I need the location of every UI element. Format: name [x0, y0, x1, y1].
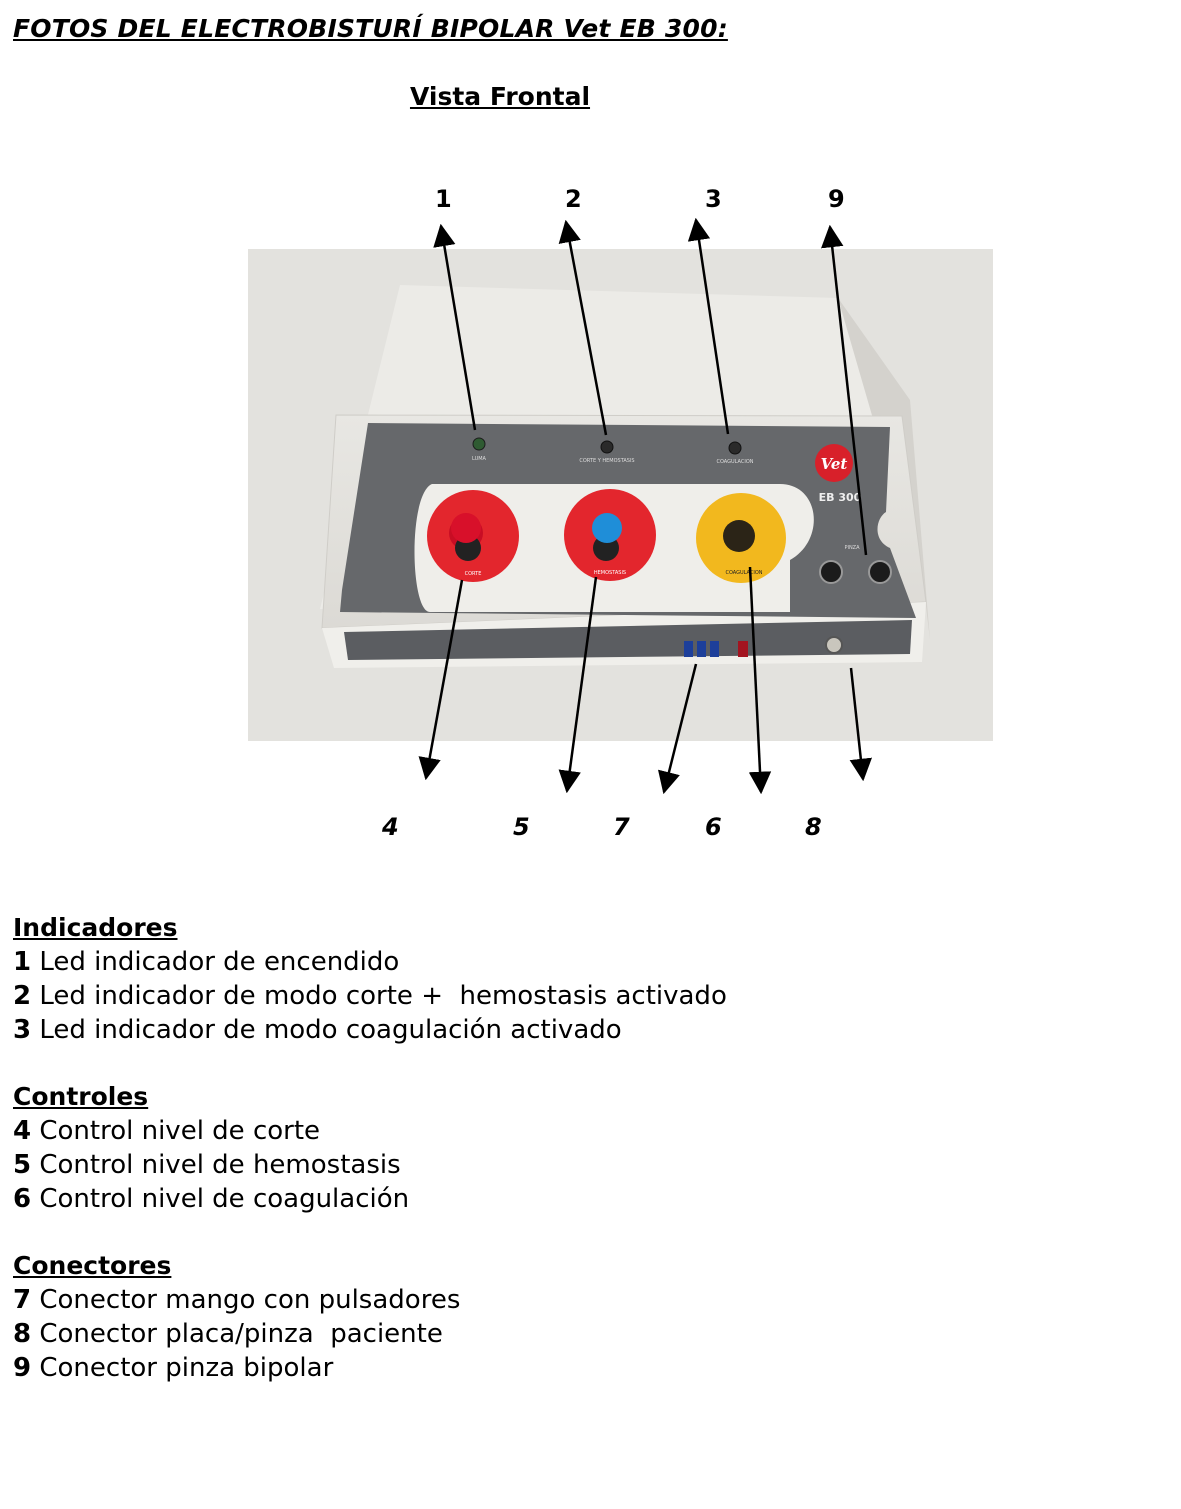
- led3-label: COAGULACION: [716, 459, 754, 465]
- list-item: 5 Control nivel de hemostasis: [13, 1150, 401, 1180]
- knob3-label: COAGULACION: [725, 570, 763, 576]
- list-item: 2 Led indicador de modo corte + hemostasis activado: [13, 981, 727, 1011]
- list-item: 1 Led indicador de encendido: [13, 947, 400, 977]
- callout-5: 5: [513, 813, 530, 841]
- logo-text: Vet: [820, 455, 848, 473]
- section-heading-controles: Controles: [13, 1082, 149, 1111]
- bipolar-label: PINZA: [844, 545, 860, 551]
- model-text: EB 300: [818, 491, 862, 504]
- list-item: 7 Conector mango con pulsadores: [13, 1285, 461, 1315]
- callout-2: 2: [565, 185, 582, 213]
- cut-hemostasis-led-icon: [601, 441, 613, 453]
- section-heading-indicadores: Indicadores: [13, 913, 178, 942]
- section-heading-conectores: Conectores: [13, 1251, 172, 1280]
- list-item: 4 Control nivel de corte: [13, 1116, 321, 1146]
- callout-4: 4: [382, 813, 399, 841]
- list-item: 6 Control nivel de coagulación: [13, 1184, 410, 1214]
- callout-8: 8: [805, 813, 822, 841]
- coagulation-level-dial: [696, 493, 786, 583]
- cut-level-dial: [427, 490, 519, 582]
- document-subtitle: Vista Frontal: [409, 82, 591, 111]
- document-title: FOTOS DEL ELECTROBISTURÍ BIPOLAR Vet EB 300:: [13, 14, 728, 43]
- power-led-icon: [473, 438, 485, 450]
- led2-label: CORTE Y HEMOSTASIS: [579, 458, 635, 464]
- patient-plate-connector: [826, 637, 842, 653]
- led1-label: LUMA: [472, 456, 486, 462]
- list-item: 8 Conector placa/pinza paciente: [13, 1319, 443, 1349]
- list-item: 3 Led indicador de modo coagulación activado: [13, 1015, 622, 1045]
- callout-3: 3: [705, 185, 722, 213]
- callout-6: 6: [705, 813, 722, 841]
- knob1-label: CORTE: [464, 571, 482, 577]
- callout-9: 9: [828, 185, 845, 213]
- callout-1: 1: [435, 185, 452, 213]
- list-item: 9 Conector pinza bipolar: [13, 1353, 334, 1383]
- callout-7: 7: [613, 813, 630, 841]
- coagulation-led-icon: [729, 442, 741, 454]
- knob2-label: HEMOSTASIS: [593, 570, 627, 576]
- hemostasis-level-dial: [564, 489, 656, 581]
